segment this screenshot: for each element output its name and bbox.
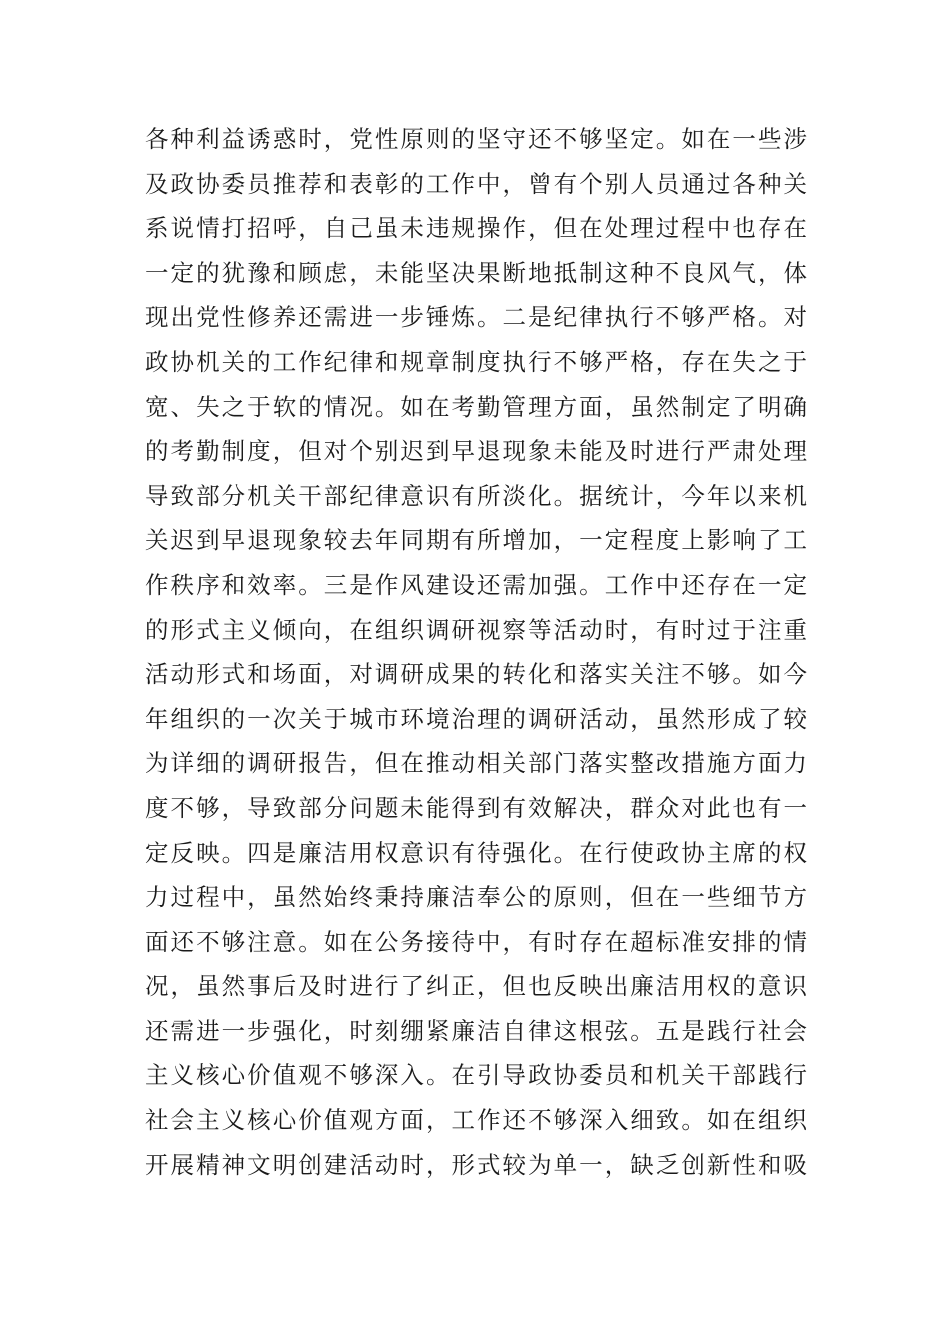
text-line: 的形式主义倾向，在组织调研视察等活动时，有时过于注重 xyxy=(145,615,807,644)
text-line: 主义核心价值观不够深入。在引导政协委员和机关干部践行 xyxy=(145,1061,807,1090)
text-line: 一定的犹豫和顾虑，未能坚决果断地抵制这种不良风气，体 xyxy=(145,258,807,287)
text-line: 作秩序和效率。三是作风建设还需加强。工作中还存在一定 xyxy=(145,570,807,599)
text-line: 政协机关的工作纪律和规章制度执行不够严格，存在失之于 xyxy=(145,347,807,376)
text-line: 度不够，导致部分问题未能得到有效解决，群众对此也有一 xyxy=(145,793,807,822)
text-line: 的考勤制度，但对个别迟到早退现象未能及时进行严肃处理 xyxy=(145,437,807,466)
text-line: 活动形式和场面，对调研成果的转化和落实关注不够。如今 xyxy=(145,660,807,689)
text-line: 及政协委员推荐和表彰的工作中，曾有个别人员通过各种关 xyxy=(145,169,807,198)
text-line: 导致部分机关干部纪律意识有所淡化。据统计，今年以来机 xyxy=(145,481,807,510)
text-line: 现出党性修养还需进一步锤炼。二是纪律执行不够严格。对 xyxy=(145,303,807,332)
text-line: 关迟到早退现象较去年同期有所增加，一定程度上影响了工 xyxy=(145,526,807,555)
text-line: 开展精神文明创建活动时，形式较为单一，缺乏创新性和吸 xyxy=(145,1150,807,1179)
text-line: 宽、失之于软的情况。如在考勤管理方面，虽然制定了明确 xyxy=(145,392,807,421)
body-text xyxy=(145,117,807,1187)
text-line: 力过程中，虽然始终秉持廉洁奉公的原则，但在一些细节方 xyxy=(145,883,807,912)
text-line: 面还不够注意。如在公务接待中，有时存在超标准安排的情 xyxy=(145,927,807,956)
text-line: 还需进一步强化，时刻绷紧廉洁自律这根弦。五是践行社会 xyxy=(145,1016,807,1045)
text-line: 系说情打招呼，自己虽未违规操作，但在处理过程中也存在 xyxy=(145,214,807,243)
text-line: 为详细的调研报告，但在推动相关部门落实整改措施方面力 xyxy=(145,749,807,778)
text-line: 年组织的一次关于城市环境治理的调研活动，虽然形成了较 xyxy=(145,704,807,733)
text-line: 况，虽然事后及时进行了纠正，但也反映出廉洁用权的意识 xyxy=(145,972,807,1001)
text-line: 社会主义核心价值观方面，工作还不够深入细致。如在组织 xyxy=(145,1106,807,1135)
text-line: 各种利益诱惑时，党性原则的坚守还不够坚定。如在一些涉 xyxy=(145,125,807,153)
text-line: 定反映。四是廉洁用权意识有待强化。在行使政协主席的权 xyxy=(145,838,807,867)
